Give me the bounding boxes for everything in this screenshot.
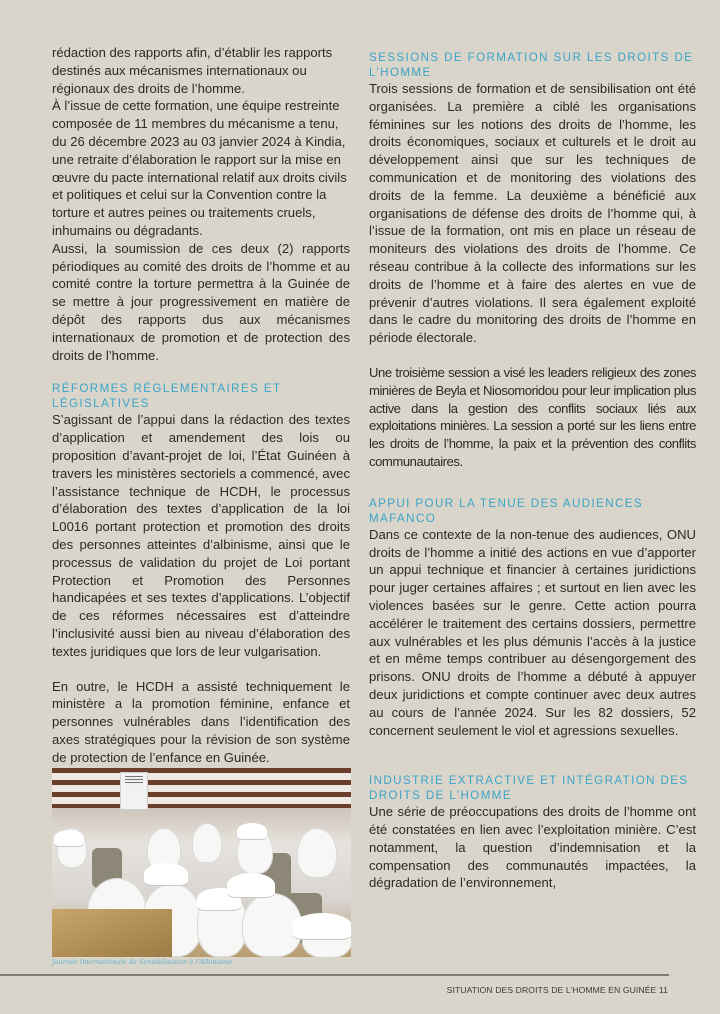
- photo-cap: [54, 830, 84, 846]
- photo-cap: [227, 873, 275, 897]
- page-footer: [447, 985, 668, 995]
- body-paragraph: Dans ce contexte de la non-tenue des audiences, ONU droits de l’homme a initié des actions en vue d’apporter un appui technique et financier à certaines juridictions pour juger certaines affaires ; et surtout en lien avec les violences basées sur le genre. Cette action pourra accélérer le traitement des certains dossiers, permettre aux vulnérables et les plus démunis l’accès à la justice et en même temps contribuer au désengorgement des prisons. ONU droits de l’homme a débuté à appuyer deux juridictions et compte continuer avec deux autres au cours de l’année 2024. Sur les 82 dossiers, 52 concernent seulement le viol et agressions sexuelles.: [369, 526, 696, 738]
- running-title: SITUATION DES DROITS DE L’HOMME EN GUINÉE: [446, 985, 657, 995]
- photo-child: [192, 823, 222, 863]
- photo-wall-stripes: [52, 768, 351, 808]
- section-heading-audiences: APPUI POUR LA TENUE DES AUDIENCES MAFANCO: [369, 496, 644, 525]
- page-number: 11: [658, 985, 668, 995]
- photo-caption: Journée Internationale de Sensibilisation à l’Albinisme.: [52, 958, 235, 967]
- photo-table: [52, 909, 172, 957]
- section-heading-sessions: SESSIONS DE FORMATION SUR LES DROITS DE L’HOMME: [369, 51, 694, 79]
- photo-cap: [144, 863, 188, 885]
- photo-air-conditioner: [120, 772, 148, 810]
- body-paragraph: Aussi, la soumission de ces deux (2) rapports périodiques au comité des droits de l’homme et au comité contre la torture permettra à la Guinée de se mettre à jour progressivement en matière de dépôt des rapports dus aux mécanismes internationaux de promotion et de protection des droits de l’homme.: [52, 240, 350, 363]
- body-paragraph: En outre, le HCDH a assisté techniquement le ministère a la promotion féminine, enfance et personnes vulnérables dans l’identification des axes stratégiques pour la révision de son système de protection de l’enfance en Guinée.: [52, 678, 350, 765]
- event-photo: [52, 768, 351, 957]
- left-column: [52, 44, 350, 967]
- section-heading-reformes: RÉFORMES RÉGLEMENTAIRES ET LÉGISLATIVES: [52, 382, 282, 411]
- body-paragraph: S’agissant de l’appui dans la rédaction des textes d’application et amendement des lois ou proposition d’avant-projet de loi, l’État Guinéen à travers les ministères sectoriels a commencé, avec l’assistance technique de HCDH, le processus d’élaboration des textes d’application de la loi L0016 portant protection et promotion des droits des personnes atteintes d’albinisme, ainsi que le processus de validation du projet de Loi portant Protection et Promotion des Personnes handicapées et ses textes d’applications. L’objectif de ces réformes nécessaires est d’atteindre l’inclusivité aussi bien au niveau d’élaboration des textes juridiques que lors de leur vulgarisation.: [52, 412, 350, 659]
- right-column: [369, 44, 696, 892]
- photo-cap: [237, 823, 267, 839]
- body-paragraph: rédaction des rapports afin, d’établir les rapports destinés aux mécanismes internationaux ou régionaux des droits de l’homme.: [52, 45, 333, 96]
- footer-rule: [0, 974, 669, 976]
- body-paragraph: Trois sessions de formation et de sensibilisation ont été organisées. La première a ciblé les organisations féminines sur les notions des droits de l’homme, les droits économiques, sociaux et culturels et le droit au développement ainsi que sur les techniques de communication et de monitoring des violations des droits de la femme. La deuxième a bénéficié aux organisations de défense des droits de l’homme qui, à l’issue de la formation, ont mis en place un réseau de moniteurs des violations des droits de l’homme. Ce réseau contribue à la collecte des informations sur les droits de l’homme et à faire des alertes en vue de prévenir d’autres violations. Il sera également exploité dans le cadre du monitoring des droits de l’homme en période électorale.: [369, 81, 696, 346]
- photo-cap: [292, 913, 351, 939]
- body-paragraph: Une troisième session a visé les leaders religieux des zones minières de Beyla et Niosomoridou pour leur implication plus active dans la gestion des conflits sociaux liés aux exploitations minières. La session a porté sur les liens entre les droits de l’homme, la paix et la prévention des conflits communautaires.: [369, 364, 696, 469]
- body-paragraph: À l’issue de cette formation, une équipe restreinte composée de 11 membres du mécanisme a tenu, du 26 décembre 2023 au 03 janvier 2024 à Kindia, une retraite d’élaboration le rapport sur la mise en œuvre du pacte international relatif aux droits civils et politiques et celui sur la Convention contre la torture et autres peines ou traitements cruels, inhumains ou dégradants.: [52, 98, 347, 238]
- photo-child: [297, 828, 337, 878]
- section-heading-industrie: INDUSTRIE EXTRACTIVE ET INTÉGRATION DES DROITS DE L’HOMME: [369, 774, 689, 803]
- body-paragraph: Une série de préoccupations des droits de l’homme ont été constatées en lien avec l’exploitation minière. C’est notamment, la question d’indemnisation et la compensation des communautés impactées, la dégradation de l’environnement,: [369, 804, 696, 891]
